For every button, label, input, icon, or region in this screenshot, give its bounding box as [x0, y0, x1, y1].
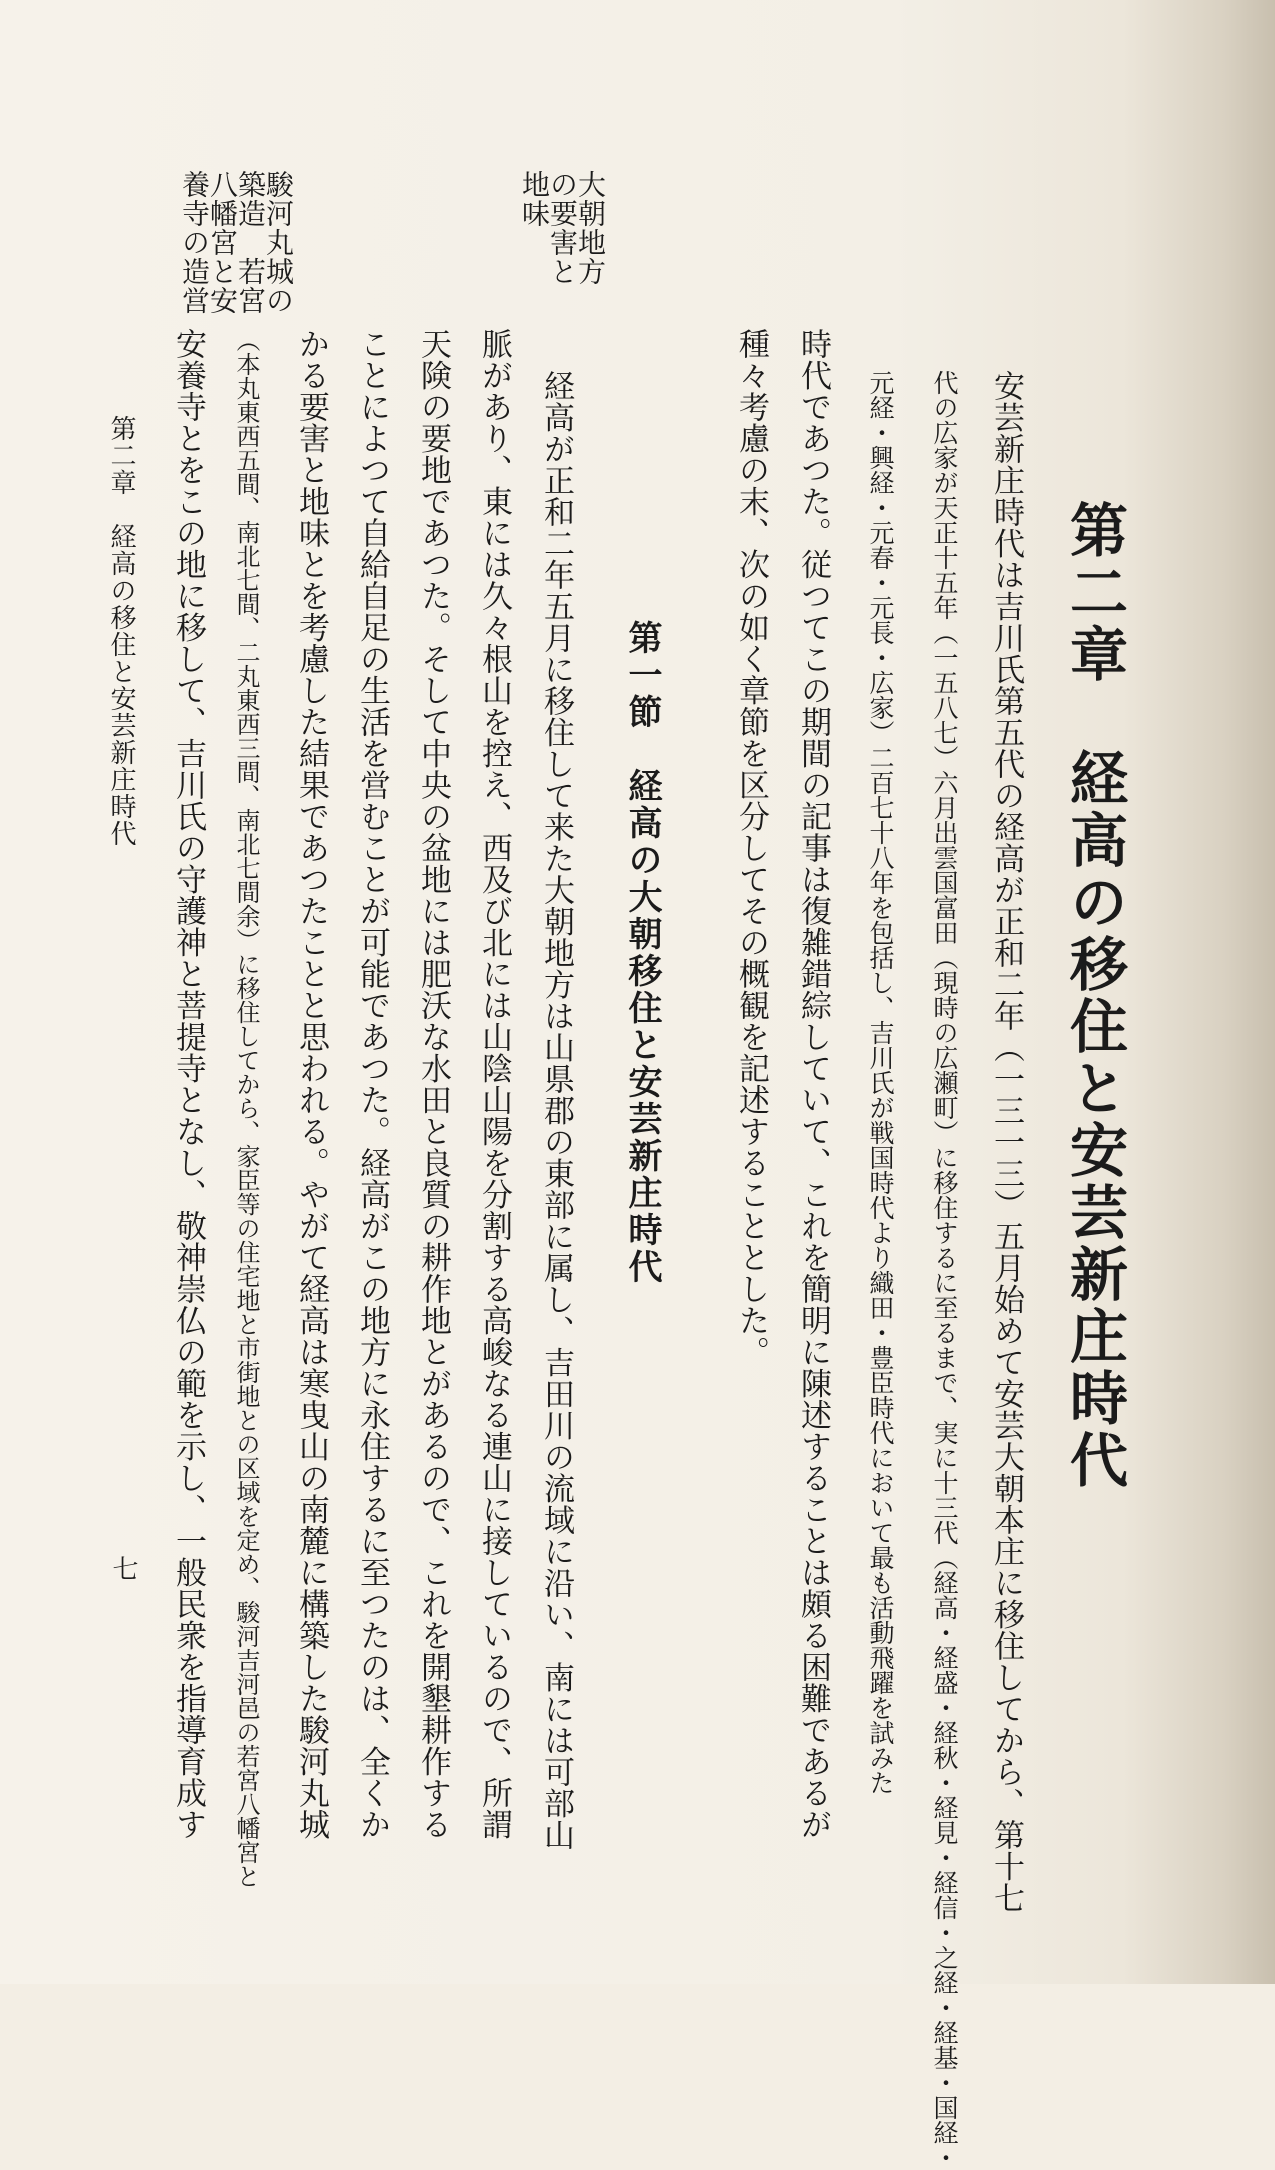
- chapter-title: 第二章 経高の移住と安芸新庄時代: [1060, 500, 1128, 1492]
- section-line-3: 天険の要地であつた。そして中央の盆地には肥沃な水田と良質の耕作地とがあるので、これを開墾耕作する: [415, 328, 451, 1840]
- intro-line-2: 代の広家が天正十五年（一五八七）六月出雲国富田（現時の広瀬町）に移住するに至るまで、実に十三代（経高・経盛・経秋・経見・経信・之経・経基・国経・: [930, 370, 959, 2170]
- section-title: 第一節 経高の大朝移住と安芸新庄時代: [622, 620, 662, 1286]
- side-note-terrain: 大朝地方の要害と地味: [518, 170, 607, 286]
- intro-line-1: 安芸新庄時代は吉川氏第五代の経高が正和二年（一三一三）五月始めて安芸大朝本庄に移住してから、第十七: [988, 370, 1024, 1914]
- intro-line-4: 時代であつた。従つてこの期間の記事は復雑錯綜していて、これを簡明に陳述することは頗る困難であるが: [795, 328, 831, 1840]
- section-line-7: 安養寺とをこの地に移して、吉川氏の守護神と菩提寺となし、敬神崇仏の範を示し、一般民衆を指導育成す: [170, 328, 206, 1840]
- section-line-1: 経高が正和二年五月に移住して来た大朝地方は山県郡の東部に属し、吉田川の流域に沿い、南には可部山: [538, 370, 574, 1851]
- side-note-castle: 駿河丸城の築造 若宮八幡宮と安養寺の造営: [178, 170, 295, 315]
- section-line-4: ことによつて自給自足の生活を営むことが可能であつた。経高がこの地方に永住するに至つたのは、全くか: [354, 328, 390, 1840]
- section-line-5: かる要害と地味とを考慮した結果であつたことと思われる。やがて経高は寒曳山の南麓に構築した駿河丸城: [293, 328, 329, 1840]
- intro-line-3: 元経・興経・元春・元長・広家）二百七十八年を包括し、吉川氏が戦国時代より織田・豊臣時代において最も活動飛躍を試みた: [866, 370, 895, 1795]
- section-line-6: （本丸東西五間、南北七間、二丸東西三間、南北七間余）に移住してから、家臣等の住宅地と市街地との区域を定め、駿河吉河邑の若宮八幡宮と: [232, 328, 260, 1888]
- section-line-2: 脈があり、東には久々根山を控え、西及び北には山陰山陽を分割する高峻なる連山に接しているので、所謂: [476, 328, 512, 1840]
- running-head: 第二章 経高の移住と安芸新庄時代: [106, 415, 136, 847]
- intro-line-5: 種々考慮の末、次の如く章節を区分してその概観を記述することとした。: [733, 328, 769, 1368]
- page-number: 七: [108, 1555, 138, 1581]
